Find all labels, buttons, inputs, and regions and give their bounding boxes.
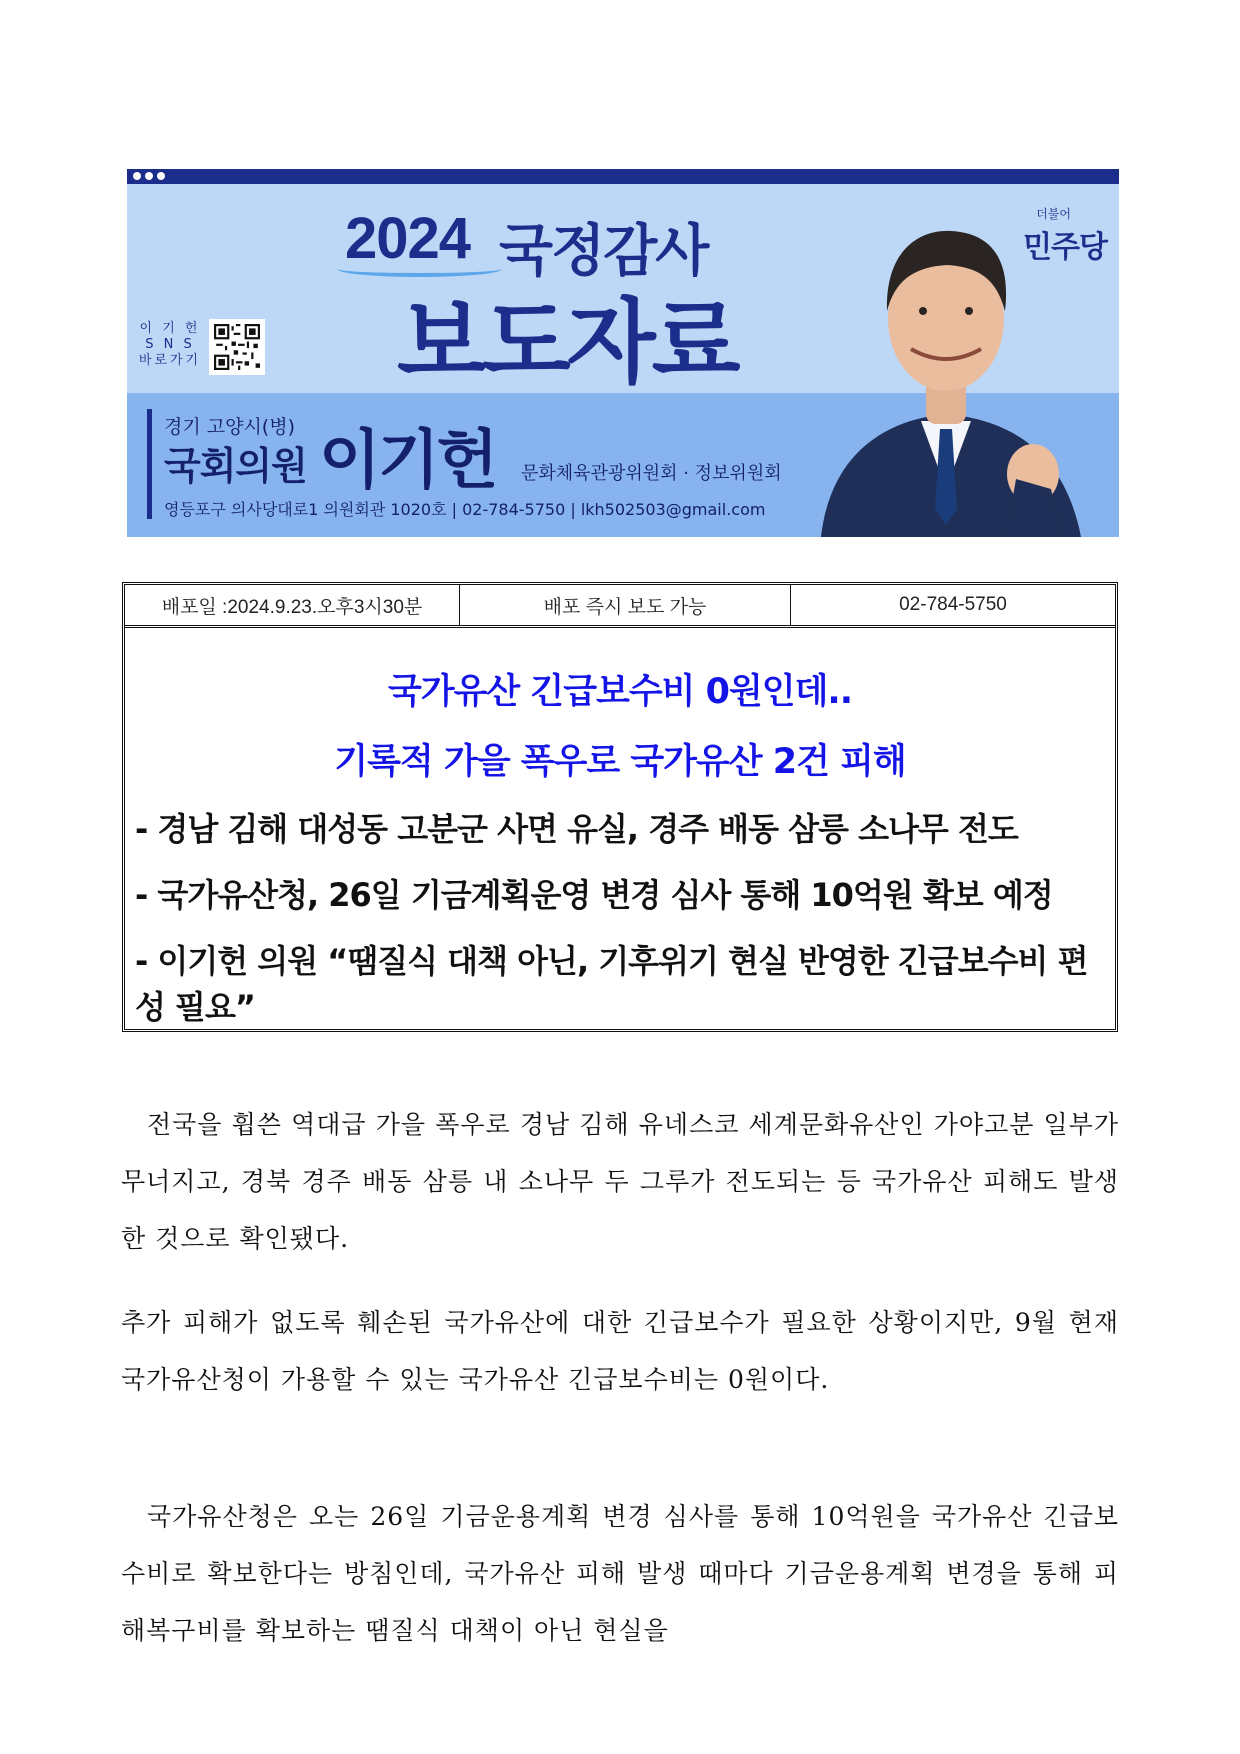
qr-code-icon[interactable]	[209, 319, 265, 375]
banner-year: 2024	[345, 206, 471, 271]
name-accent-bar	[147, 409, 152, 519]
sns-text-line: 이 기 헌	[139, 321, 201, 336]
sns-link-text[interactable]	[131, 321, 209, 369]
party-logo-big: 민주당	[1023, 230, 1107, 265]
press-release-banner	[127, 169, 1119, 537]
release-summary-box	[122, 582, 1118, 1032]
party-logo	[1023, 205, 1107, 266]
sns-text-line: S N S	[145, 337, 195, 352]
banner-top-bar	[127, 169, 1119, 184]
headline-line-2: 기록적 가을 폭우로 국가유산 2건 피해	[334, 742, 906, 782]
member-contact: 영등포구 의사당대로1 의원회관 1020호 | 02-784-5750 | lkh502503@gmail.com	[164, 500, 766, 519]
member-name: 이기헌	[319, 424, 496, 498]
member-label: 국회의원	[164, 444, 307, 488]
headline-line-1: 국가유산 긴급보수비 0원인데..	[387, 672, 853, 712]
banner-title-top: 국정감사	[499, 219, 708, 284]
body-paragraph: 추가 피해가 없도록 훼손된 국가유산에 대한 긴급보수가 필요한 상황이지만, 9월 현재 국가유산청이 가용할 수 있는 국가유산 긴급보수비는 0원이다.	[121, 1308, 1119, 1394]
release-info-row	[125, 585, 1115, 628]
body-paragraph: 국가유산청은 오는 26일 기금운용계획 변경 심사를 통해 10억원을 국가유산 긴급보수비로 확보한다는 방침인데, 국가유산 피해 발생 때마다 기금운용계획 변경을 통해 피해복구비를 확보하는 땜질식 대책이 아닌 현실을	[121, 1502, 1119, 1645]
party-logo-small: 더불어	[1036, 207, 1071, 221]
member-committee: 문화체육관광위원회 · 정보위원회	[521, 463, 782, 484]
banner-title-main: 보도자료	[397, 289, 737, 396]
summary-bullet: - 이기헌 의원 “땜질식 대책 아닌, 기후위기 현실 반영한 긴급보수비 편성 필요”	[135, 942, 1088, 1026]
release-date: 배포일 :2024.9.23.오후3시30분	[125, 585, 460, 625]
summary-bullet: - 국가유산청, 26일 기금계획운영 변경 심사 통해 10억원 확보 예정	[135, 876, 1053, 914]
dots-icon	[133, 172, 165, 180]
release-phone: 02-784-5750	[899, 594, 1007, 615]
summary-bullet: - 경남 김해 대성동 고분군 사면 유실, 경주 배동 삼릉 소나무 전도	[135, 810, 1018, 848]
sns-text-line: 바로가기	[138, 353, 202, 368]
body-paragraph: 전국을 휩쓴 역대급 가을 폭우로 경남 김해 유네스코 세계문화유산인 가야고분 일부가 무너지고, 경북 경주 배동 삼릉 내 소나무 두 그루가 전도되는 등 국가유산 피해도 발생한 것으로 확인됐다.	[121, 1110, 1119, 1253]
release-embargo: 배포 즉시 보도 가능	[460, 585, 791, 625]
member-region: 경기 고양시(병)	[164, 416, 295, 438]
